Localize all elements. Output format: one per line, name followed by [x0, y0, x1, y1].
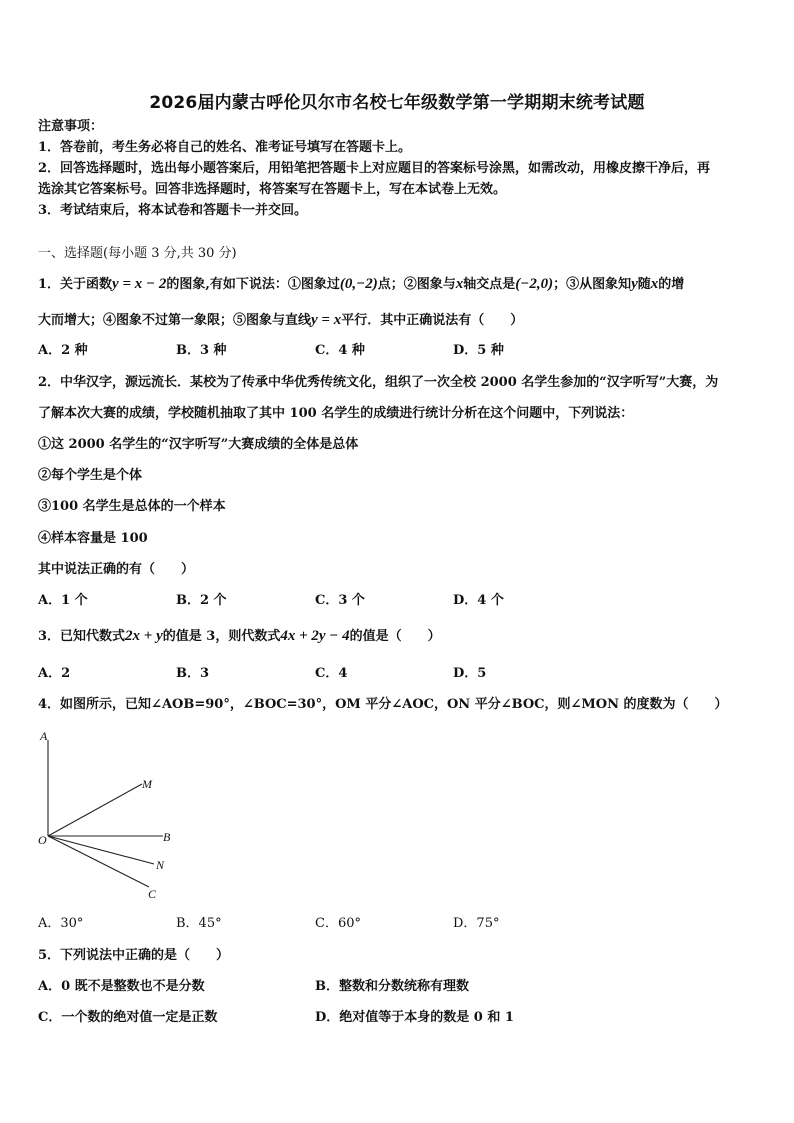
question-2-line-1: 2．中华汉字，源远流长．某校为了传承中华优秀传统文化，组织了一次全校 2000 名学生参加的“汉字听写”大赛，为 — [38, 375, 719, 390]
label-c: C — [148, 887, 157, 901]
ray-om — [48, 784, 142, 836]
q1-option-a[interactable]: A．2 种 — [38, 343, 88, 358]
label-b: B — [163, 830, 171, 844]
q1-option-c[interactable]: C．4 种 — [315, 343, 365, 358]
q1-math-y: y — [631, 276, 638, 292]
q2-statement-4: ④样本容量是 100 — [38, 531, 148, 546]
q1-text: 大而增大；④图象不过第一象限；⑤图象与直线 — [38, 313, 312, 328]
q3-option-b[interactable]: B．3 — [176, 666, 210, 681]
question-4: 4．如图所示，已知∠AOB=90°，∠BOC=30°，OM 平分∠AOC，ON 平分∠BOC，则∠MON 的度数为（ ） — [38, 697, 728, 712]
q1-math-point: (0,−2) — [339, 276, 378, 292]
q2-option-b[interactable]: B．2 个 — [176, 593, 227, 608]
q1-math-x2: x — [650, 276, 659, 292]
q1-math-line: y = x — [311, 312, 342, 328]
q3-math-expr-2: 4x + 2y − 4 — [280, 628, 350, 644]
question-5: 5．下列说法中正确的是（ ） — [38, 948, 230, 963]
q1-text: 的图象,有如下说法：①图象过 — [166, 277, 340, 292]
q2-option-a[interactable]: A．1 个 — [38, 593, 88, 608]
notice-item-2: 2．回答选择题时，选出每小题答案后，用铅笔把答题卡上对应题目的答案标号涂黑，如需改动，用橡皮擦干净后，再 — [38, 161, 711, 176]
q1-option-d[interactable]: D．5 种 — [453, 343, 504, 358]
q1-text: 的增 — [658, 277, 685, 292]
q1-math-function: y = x − 2 — [112, 276, 167, 292]
q1-math-x: x — [455, 276, 464, 292]
q3-option-d[interactable]: D．5 — [453, 666, 487, 681]
angle-diagram — [30, 726, 180, 906]
q5-option-a[interactable]: A．0 既不是整数也不是分数 — [38, 979, 205, 994]
q2-statement-3: ③100 名学生是总体的一个样本 — [38, 499, 226, 514]
q2-statement-1: ①这 2000 名学生的“汉字听写”大赛成绩的全体是总体 — [38, 437, 359, 452]
label-a: A — [40, 729, 48, 743]
q5-option-c[interactable]: C．一个数的绝对值一定是正数 — [38, 1010, 218, 1025]
label-o: O — [38, 833, 47, 847]
q1-math-intercept: (−2,0) — [515, 276, 554, 292]
q2-option-c[interactable]: C．3 个 — [315, 593, 365, 608]
q1-text: 平行．其中正确说法有（ ） — [341, 313, 524, 328]
q2-ask: 其中说法正确的有（ ） — [38, 562, 195, 577]
q3-text: 的值是（ ） — [349, 629, 441, 644]
q2-option-d[interactable]: D．4 个 — [453, 593, 504, 608]
ray-on — [48, 836, 154, 864]
q3-option-a[interactable]: A．2 — [38, 666, 71, 681]
question-1-line-1 — [38, 275, 758, 294]
q3-math-expr-1: 2x + y — [125, 628, 163, 644]
q3-text: 3．已知代数式 — [38, 629, 126, 644]
q1-option-b[interactable]: B．3 种 — [176, 343, 227, 358]
question-2-line-2: 了解本次大赛的成绩，学校随机抽取了其中 100 名学生的成绩进行统计分析在这个问题中，下列说法： — [38, 406, 634, 421]
question-1-line-2 — [38, 311, 758, 330]
q1-text: 点；②图象与 — [377, 277, 456, 292]
q1-text: 轴交点是 — [463, 277, 516, 292]
label-m: M — [142, 777, 152, 791]
q4-option-a[interactable]: A．30° — [38, 916, 84, 931]
q1-text: 随 — [637, 277, 651, 292]
q1-text: 1．关于函数 — [38, 277, 113, 292]
q3-text: 的值是 3，则代数式 — [162, 629, 281, 644]
q4-option-b[interactable]: B．45° — [176, 916, 222, 931]
q1-text: ；③从图象知 — [553, 277, 632, 292]
q2-statement-2: ②每个学生是个体 — [38, 468, 143, 483]
exam-title: 2026届内蒙古呼伦贝尔市名校七年级数学第一学期期末统考试题 — [149, 93, 645, 113]
notice-item-2-cont: 选涂其它答案标号。回答非选择题时，将答案写在答题卡上，写在本试卷上无效。 — [38, 182, 507, 197]
q3-option-c[interactable]: C．4 — [315, 666, 348, 681]
notice-item-3: 3．考试结束后，将本试卷和答题卡一并交回。 — [38, 203, 308, 218]
q4-option-c[interactable]: C．60° — [315, 916, 361, 931]
label-n: N — [156, 858, 165, 872]
section-heading: 一、选择题(每小题 3 分,共 30 分) — [38, 246, 237, 261]
q4-option-d[interactable]: D．75° — [453, 916, 500, 931]
notice-item-1: 1．答卷前，考生务必将自己的姓名、准考证号填写在答题卡上。 — [38, 140, 412, 155]
q5-option-b[interactable]: B．整数和分数统称有理数 — [315, 979, 469, 994]
notice-heading: 注意事项： — [38, 119, 104, 134]
q5-option-d[interactable]: D．绝对值等于本身的数是 0 和 1 — [315, 1010, 514, 1025]
question-3 — [38, 627, 758, 646]
ray-oc — [48, 836, 149, 887]
